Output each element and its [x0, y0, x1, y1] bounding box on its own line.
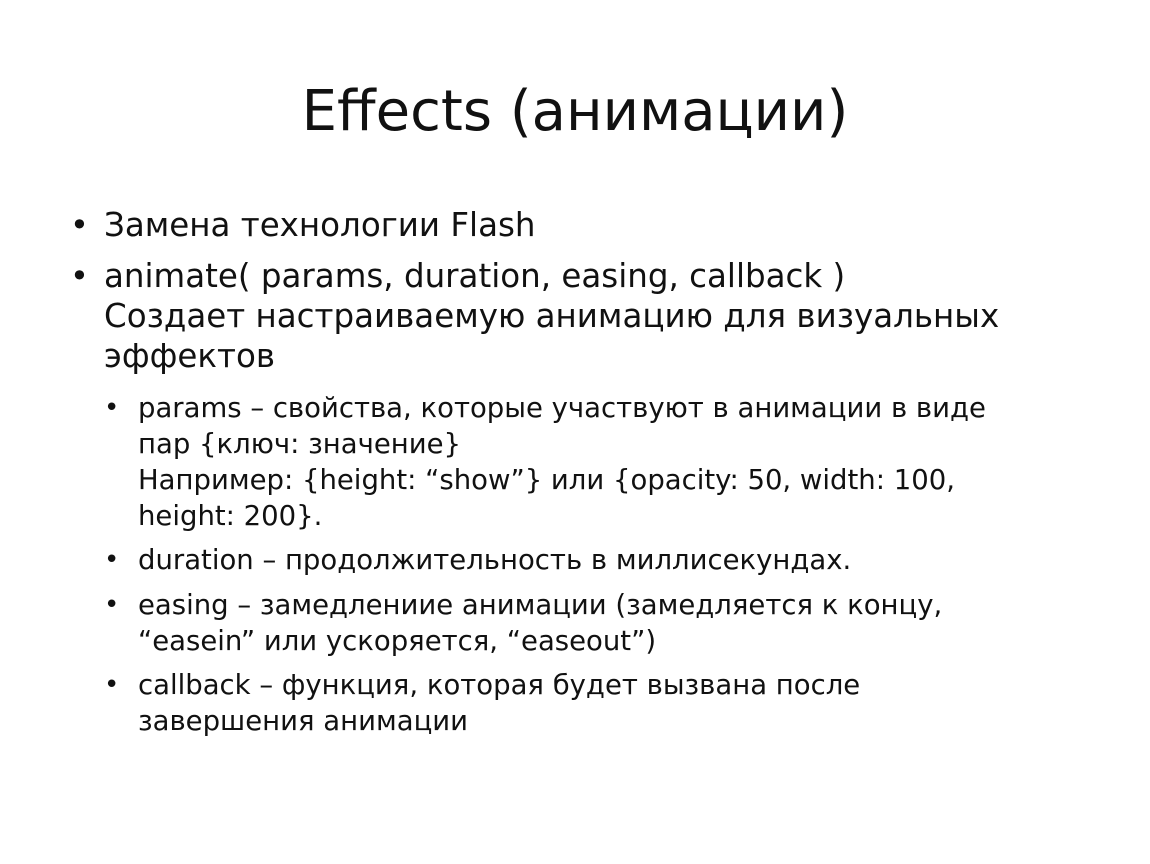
sub-bullet-line: height: 200}. — [138, 500, 323, 532]
sub-bullet-line: params – свойства, которые участвуют в анимации в виде — [138, 392, 986, 424]
sub-bullet-text — [138, 542, 1088, 578]
slide-title: Effects (анимации) — [301, 79, 849, 144]
bullet-dot-icon: • — [104, 670, 120, 700]
sub-bullet-text — [138, 390, 1088, 534]
bullet-line: эффектов — [104, 337, 276, 375]
bullet-line: Замена технологии Flash — [104, 206, 536, 244]
bullet-dot-icon: • — [104, 590, 120, 620]
bullet-line: animate( params, duration, easing, callback ) — [104, 257, 846, 295]
sub-bullet-line: “easein” или ускоряется, “easeout”) — [138, 625, 657, 657]
bullet-dot-icon: • — [70, 257, 89, 295]
sub-bullet-line: завершения анимации — [138, 705, 469, 737]
bullet-text — [104, 205, 1090, 245]
bullet-dot-icon: • — [70, 206, 89, 244]
bullet-line: Создает настраиваемую анимацию для визуальных — [104, 297, 1000, 335]
sub-bullet-line: easing – замедлениие анимации (замедляется к концу, — [138, 589, 943, 621]
sub-bullet-text — [138, 587, 1088, 659]
bullet-text — [104, 256, 1090, 376]
bullet-dot-icon: • — [104, 393, 120, 423]
bullet-dot-icon: • — [104, 545, 120, 575]
sub-bullet-line: callback – функция, которая будет вызвана после — [138, 669, 861, 701]
sub-bullet-line: пар {ключ: значение} — [138, 428, 462, 460]
sub-bullet-text — [138, 667, 1088, 739]
sub-bullet-line: Например: {height: “show”} или {opacity: 50, width: 100, — [138, 464, 955, 496]
sub-bullet-line: duration – продолжительность в миллисекундах. — [138, 544, 852, 576]
